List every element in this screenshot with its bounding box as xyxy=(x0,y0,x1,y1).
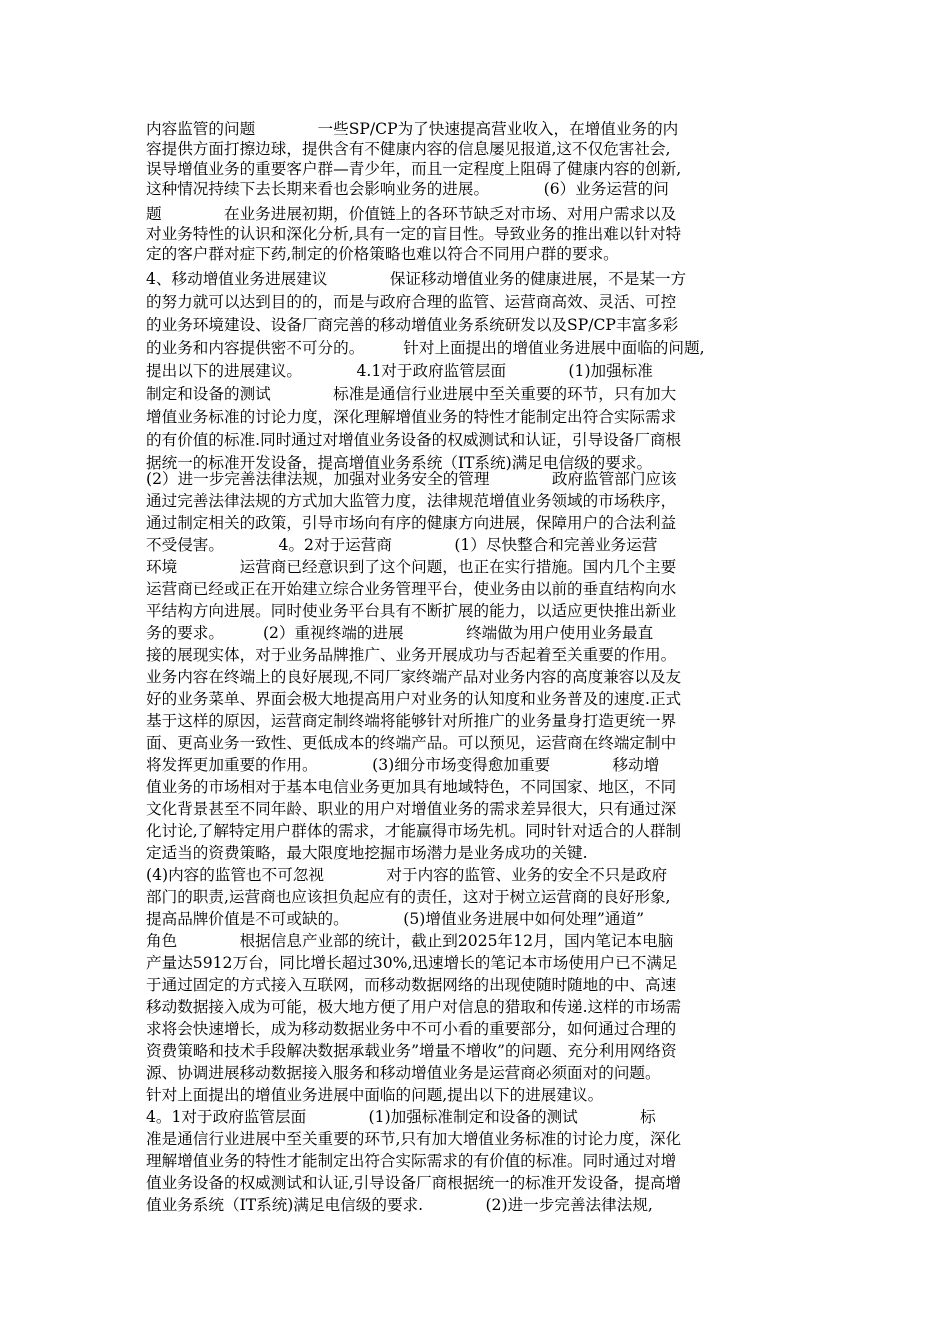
text-line: 资费策略和技术手段解决数据承载业务”增量不增收”的问题、充分利用网络资 xyxy=(146,1042,677,1060)
text-line: 运营商已经或正在开始建立综合业务管理平台，使业务由以前的垂直结构向水 xyxy=(146,580,677,598)
text-line: (4)内容的监管也不可忽视 对于内容的监管、业务的安全不只是政府 xyxy=(146,866,668,884)
text-line: 对业务特性的认识和深化分析,具有一定的盲目性。导致业务的推出难以针对特 xyxy=(146,225,682,243)
text-line: 角色 根据信息产业部的统计，截止到2025年12月，国内笔记本电脑 xyxy=(146,932,674,950)
text-line: 平结构方向进展。同时使业务平台具有不断扩展的能力，以适应更快推出新业 xyxy=(146,602,677,620)
text-line: 于通过固定的方式接入互联网，而移动数据网络的出现使随时随地的中、高速 xyxy=(146,976,677,994)
text-line: 的努力就可以达到目的的，而是与政府合理的监管、运营商高效、灵活、可控 xyxy=(146,293,677,311)
text-line: 4、移动增值业务进展建议 保证移动增值业务的健康进展，不是某一方 xyxy=(146,270,687,288)
text-line: 误导增值业务的重要客户群—青少年，而且一定程度上阻碍了健康内容的创新, xyxy=(146,160,682,178)
text-line: 定的客户群对症下药,制定的价格策略也难以符合不同用户群的要求。 xyxy=(146,245,619,263)
text-line: 求将会快速增长，成为移动数据业务中不可小看的重要部分，如何通过合理的 xyxy=(146,1020,677,1038)
text-line: 面、更高业务一致性、更低成本的终端产品。可以预见，运营商在终端定制中 xyxy=(146,734,677,752)
text-line: 环境 运营商已经意识到了这个问题，也正在实行措施。国内几个主要 xyxy=(146,558,677,576)
text-line: 题 在业务进展初期，价值链上的各环节缺乏对市场、对用户需求以及 xyxy=(146,205,677,223)
text-line: 产量达5912万台，同比增长超过30%,迅速增长的笔记本市场使用户已不满足 xyxy=(146,954,678,972)
text-line: 文化背景甚至不同年龄、职业的用户对增值业务的需求差异很大，只有通过深 xyxy=(146,800,677,818)
text-line: 这种情况持续下去长期来看也会影响业务的进展。 (6）业务运营的问 xyxy=(146,180,669,198)
text-line: (2）进一步完善法律法规，加强对业务安全的管理 政府监管部门应该 xyxy=(146,470,677,488)
text-line: 制定和设备的测试 标准是通信行业进展中至关重要的环节，只有加大 xyxy=(146,385,677,403)
text-line: 增值业务标准的讨论力度，深化理解增值业务的特性才能制定出符合实际需求 xyxy=(146,408,677,426)
text-line: 的业务环境建设、设备厂商完善的移动增值业务系统研发以及SP/CP丰富多彩 xyxy=(146,316,679,334)
text-line: 定适当的资费策略，最大限度地挖掘市场潜力是业务成功的关键. xyxy=(146,844,588,862)
text-line: 通过制定相关的政策，引导市场向有序的健康方向进展，保障用户的合法利益 xyxy=(146,514,677,532)
text-line: 值业务系统（IT系统)满足电信级的要求. (2)进一步完善法律法规, xyxy=(146,1196,653,1214)
text-line: 的有价值的标准.同时通过对增值业务设备的权威测试和认证，引导设备厂商根 xyxy=(146,431,682,449)
text-line: 源、协调进展移动数据接入服务和移动增值业务是运营商必须面对的问题。 xyxy=(146,1064,661,1082)
text-line: 化讨论,了解特定用户群体的需求，才能赢得市场先机。同时针对适合的人群制 xyxy=(146,822,682,840)
text-line: 移动数据接入成为可能，极大地方便了用户对信息的猎取和传递.这样的市场需 xyxy=(146,998,682,1016)
text-line: 不受侵害。 4。2对于运营商 (1）尽快整合和完善业务运营 xyxy=(146,536,658,554)
text-line: 值业务的市场相对于基本电信业务更加具有地域特色，不同国家、地区，不同 xyxy=(146,778,677,796)
text-line: 据统一的标准开发设备，提高增值业务系统（IT系统)满足电信级的要求。 xyxy=(146,454,653,472)
text-line: 的业务和内容提供密不可分的。 针对上面提出的增值业务进展中面临的问题, xyxy=(146,339,705,357)
text-line: 值业务设备的权威测试和认证,引导设备厂商根据统一的标准开发设备，提高增 xyxy=(146,1174,682,1192)
text-line: 将发挥更加重要的作用。 (3)细分市场变得愈加重要 移动增 xyxy=(146,756,660,774)
text-line: 提出以下的进展建议。 4.1对于政府监管层面 (1)加强标准 xyxy=(146,362,653,380)
text-line: 基于这样的原因，运营商定制终端将能够针对所推广的业务量身打造更统一界 xyxy=(146,712,677,730)
text-line: 4。1对于政府监管层面 (1)加强标准制定和设备的测试 标 xyxy=(146,1108,656,1126)
text-line: 业务内容在终端上的良好展现,不同厂家终端产品对业务内容的高度兼容以及友 xyxy=(146,668,682,686)
text-line: 理解增值业务的特性才能制定出符合实际需求的有价值的标准。同时通过对增 xyxy=(146,1152,677,1170)
text-line: 准是通信行业进展中至关重要的环节,只有加大增值业务标准的讨论力度，深化 xyxy=(146,1130,682,1148)
text-line: 接的展现实体，对于业务品牌推广、业务开展成功与否起着至关重要的作用。 xyxy=(146,646,677,664)
text-line: 提高品牌价值是不可或缺的。 (5)增值业务进展中如何处理”通道” xyxy=(146,910,645,928)
text-line: 部门的职责,运营商也应该担负起应有的责任，这对于树立运营商的良好形象, xyxy=(146,888,671,906)
text-line: 通过完善法律法规的方式加大监管力度，法律规范增值业务领域的市场秩序， xyxy=(146,492,677,510)
text-line: 容提供方面打擦边球，提供含有不健康内容的信息屡见报道,这不仅危害社会, xyxy=(146,140,671,158)
text-line: 内容监管的问题 一些SP/CP为了快速提高营业收入，在增值业务的内 xyxy=(146,120,679,138)
text-line: 务的要求。 (2）重视终端的进展 终端做为用户使用业务最直 xyxy=(146,624,654,642)
text-line: 针对上面提出的增值业务进展中面临的问题,提出以下的进展建议。 xyxy=(146,1086,604,1104)
text-line: 好的业务菜单、界面会极大地提高用户对业务的认知度和业务普及的速度.正式 xyxy=(146,690,682,708)
